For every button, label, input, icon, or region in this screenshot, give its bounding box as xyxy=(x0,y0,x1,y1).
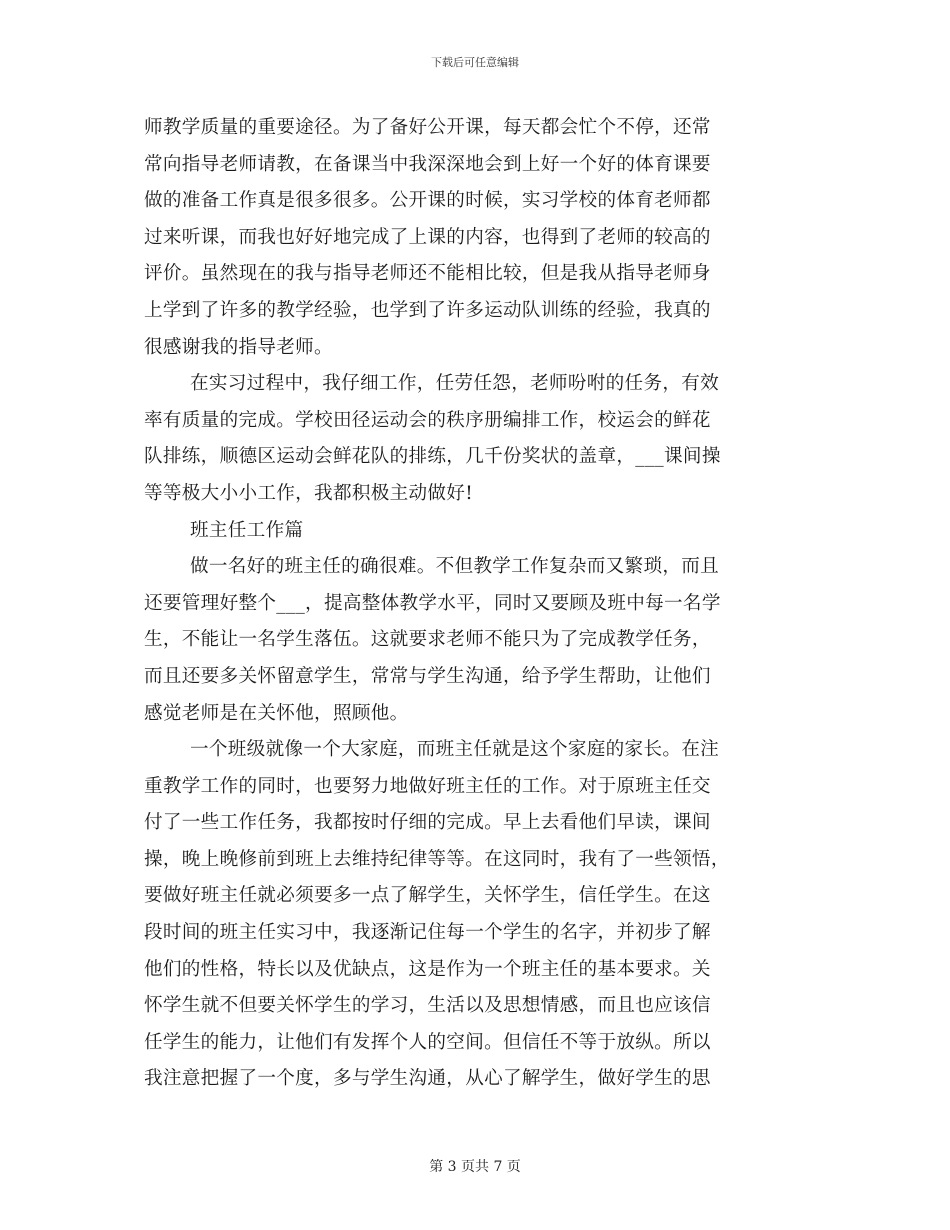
document-body xyxy=(144,110,804,1098)
text-line: 评价。虽然现在的我与指导老师还不能相比较，但是我从指导老师身 xyxy=(144,263,711,285)
text-line: 队排练，顺德区运动会鲜花队的排练，几千份奖状的盖章，___课间操 xyxy=(144,446,721,468)
text-line: 怀学生就不但要关怀学生的学习，生活以及思想情感，而且也应该信 xyxy=(144,995,711,1017)
text-line: 段时间的班主任实习中，我逐渐记住每一个学生的名字，并初步了解 xyxy=(144,922,711,944)
paragraph-start-line: 做一名好的班主任的确很难。不但教学工作复杂而又繁琐，而且 xyxy=(190,556,720,578)
text-line: 师教学质量的重要途径。为了备好公开课，每天都会忙个不停，还常 xyxy=(144,117,711,138)
text-line: 还要管理好整个___，提高整体教学水平，同时又要顾及班中每一名学 xyxy=(144,592,721,614)
paragraph-start-line: 在实习过程中，我仔细工作，任劳任怨，老师吩咐的任务，有效 xyxy=(190,373,720,395)
page-header: 下载后可任意编辑 xyxy=(431,56,519,69)
text-line: 率有质量的完成。学校田径运动会的秩序册编排工作，校运会的鲜花 xyxy=(144,409,711,431)
text-line: 生，不能让一名学生落伍。这就要求老师不能只为了完成教学任务， xyxy=(144,629,711,651)
text-line: 他们的性格，特长以及优缺点，这是作为一个班主任的基本要求。关 xyxy=(144,958,711,980)
text-line: 要做好班主任就必须要多一点了解学生，关怀学生，信任学生。在这 xyxy=(144,885,711,907)
text-line: 我注意把握了一个度，多与学生沟通，从心了解学生，做好学生的思 xyxy=(144,1068,711,1090)
text-line: 过来听课，而我也好好地完成了上课的内容，也得到了老师的较高的 xyxy=(144,226,711,248)
section-heading: 班主任工作篇 xyxy=(190,519,304,541)
text-line: 上学到了许多的教学经验，也学到了许多运动队训练的经验，我真的 xyxy=(144,299,711,321)
text-line: 感觉老师是在关怀他，照顾他。 xyxy=(144,702,409,724)
text-line: 常向指导老师请教，在备课当中我深深地会到上好一个好的体育课要 xyxy=(144,153,711,175)
text-line: 做的准备工作真是很多很多。公开课的时候，实习学校的体育老师都 xyxy=(144,190,711,212)
text-line: 很感谢我的指导老师。 xyxy=(144,336,333,358)
text-line: 任学生的能力，让他们有发挥个人的空间。但信任不等于放纵。所以 xyxy=(144,1031,711,1053)
page-footer: 第 3 页共 7 页 xyxy=(429,1159,521,1175)
text-line: 重教学工作的同时，也要努力地做好班主任的工作。对于原班主任交 xyxy=(144,775,711,797)
text-line: 而且还要多关怀留意学生，常常与学生沟通，给予学生帮助，让他们 xyxy=(144,665,711,687)
text-line: 等等极大小小工作，我都积极主动做好! xyxy=(144,482,473,504)
text-line: 付了一些工作任务，我都按时仔细的完成。早上去看他们早读，课间 xyxy=(144,812,711,834)
text-line: 操，晚上晚修前到班上去维持纪律等等。在这同时，我有了一些领悟， xyxy=(144,848,730,870)
paragraph-start-line: 一个班级就像一个大家庭，而班主任就是这个家庭的家长。在注 xyxy=(190,739,720,761)
